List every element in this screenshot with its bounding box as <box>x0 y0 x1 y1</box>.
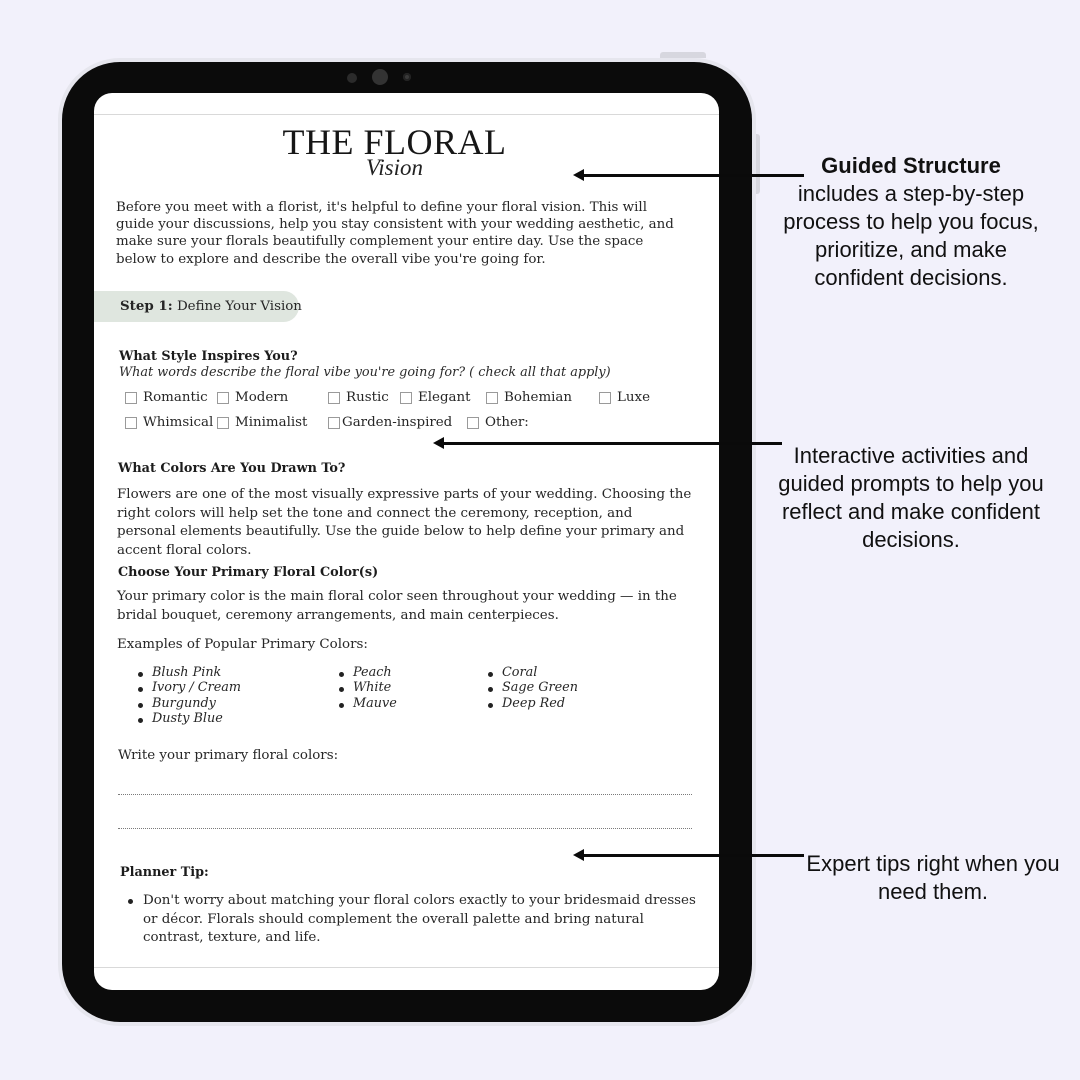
callout-structure-text: includes a step-by-step process to help you focus, prioritize, and make confident decisions. <box>783 181 1039 290</box>
page-title: THE FLORAL <box>282 122 507 162</box>
write-colors-label: Write your primary floral colors: <box>118 748 339 763</box>
checkbox-other[interactable] <box>467 415 529 430</box>
arrow-head-tips <box>573 849 584 861</box>
checkbox-label: Romantic <box>143 390 208 405</box>
page-subtitle: Vision <box>365 155 424 180</box>
bullet-dot <box>138 718 143 723</box>
page-top-rule <box>94 114 719 115</box>
callout-structure-title: Guided Structure <box>821 153 1001 178</box>
list-item: Sage Green <box>502 680 578 695</box>
list-item: Peach <box>353 665 392 680</box>
arrow-head-structure <box>573 169 584 181</box>
examples-label: Examples of Popular Primary Colors: <box>117 637 368 652</box>
arrow-interactive <box>444 442 782 445</box>
checkbox-label: Bohemian <box>504 390 573 405</box>
style-prompt: What words describe the floral vibe you're going for? ( check all that apply) <box>119 365 611 380</box>
style-heading: What Style Inspires You? <box>119 349 298 364</box>
bullet-dot <box>138 687 143 692</box>
checkbox-label: Rustic <box>346 390 389 405</box>
primary-colors-heading: Choose Your Primary Floral Color(s) <box>118 565 379 580</box>
step-title: Define Your Vision <box>176 299 302 314</box>
checkbox-whimsical[interactable] <box>125 415 213 430</box>
checkbox-box[interactable] <box>599 392 611 404</box>
bullet-dot <box>339 703 344 708</box>
planner-tip-heading: Planner Tip: <box>120 865 209 880</box>
callout-interactive-text: Interactive activities and guided prompts to help you reflect and make confident decisions. <box>778 443 1044 552</box>
arrow-head-interactive <box>433 437 444 449</box>
checkbox-minimalist[interactable] <box>217 415 307 430</box>
bullet-dot <box>128 899 133 904</box>
checkbox-rustic[interactable] <box>328 390 389 405</box>
tablet-side-button <box>754 134 760 194</box>
list-item: Deep Red <box>502 696 566 711</box>
colors-heading: What Colors Are You Drawn To? <box>118 461 346 476</box>
step-label <box>120 298 302 314</box>
callout-interactive <box>778 442 1044 554</box>
checkbox-label: Other: <box>485 415 529 430</box>
intro-paragraph: Before you meet with a florist, it's helpful to define your floral vision. This will guide your discussions, help you stay consistent with your wedding aesthetic, and make sure your florals beautifully complement your entire day. Use the space below to explore and describe the overall vibe you're going for. <box>116 200 674 267</box>
arrow-structure <box>584 174 804 177</box>
checkbox-elegant[interactable] <box>400 390 471 405</box>
bullet-dot <box>339 687 344 692</box>
bullet-dot <box>488 687 493 692</box>
bullet-dot <box>138 672 143 677</box>
checkbox-box[interactable] <box>328 392 340 404</box>
checkbox-romantic[interactable] <box>125 390 208 405</box>
callout-tips-text: Expert tips right when you need them. <box>806 851 1060 904</box>
tablet-volume-button <box>660 52 706 58</box>
checkbox-luxe[interactable] <box>599 390 650 405</box>
colors-paragraph: Flowers are one of the most visually expressive parts of your wedding. Choosing the right colors will help set the tone and connect the ceremony, reception, and personal elements beautifully. Use the guide below to help define your primary and accent floral colors. <box>117 487 692 558</box>
checkbox-box[interactable] <box>328 417 340 429</box>
primary-colors-paragraph: Your primary color is the main floral color seen throughout your wedding — in the bridal bouquet, ceremony arrangements, and main centerpieces. <box>117 589 677 623</box>
bullet-dot <box>339 672 344 677</box>
list-item: Dusty Blue <box>152 711 223 726</box>
checkbox-box[interactable] <box>467 417 479 429</box>
checkbox-label: Modern <box>235 390 289 405</box>
planner-tip-text: Don't worry about matching your floral colors exactly to your bridesmaid dresses or décor. Florals should complement the overall palette and bring natural contrast, texture, and life. <box>143 893 696 945</box>
camera-flash-icon <box>403 73 411 81</box>
callout-guided-structure <box>780 152 1042 292</box>
checkbox-label: Elegant <box>418 390 471 405</box>
list-item: Mauve <box>353 696 397 711</box>
bullet-dot <box>488 672 493 677</box>
bullet-dot <box>488 703 493 708</box>
step-number: Step 1: <box>120 298 173 314</box>
checkbox-box[interactable] <box>125 392 137 404</box>
camera-lens-icon <box>372 69 388 85</box>
camera-sensor-icon <box>347 73 357 83</box>
write-line-2[interactable] <box>118 828 692 829</box>
list-item: Ivory / Cream <box>152 680 242 695</box>
list-item: Blush Pink <box>152 665 222 680</box>
checkbox-label: Luxe <box>617 390 650 405</box>
checkbox-box[interactable] <box>125 417 137 429</box>
checkbox-label: Minimalist <box>235 415 308 430</box>
checkbox-box[interactable] <box>217 392 229 404</box>
callout-expert-tips <box>804 850 1062 906</box>
checkbox-label: Whimsical <box>143 415 214 430</box>
list-item: Coral <box>502 665 538 680</box>
checkbox-bohemian[interactable] <box>486 390 572 405</box>
checkbox-box[interactable] <box>400 392 412 404</box>
page-bottom-rule <box>94 967 719 968</box>
checkbox-modern[interactable] <box>217 390 288 405</box>
write-line-1[interactable] <box>118 794 692 795</box>
checkbox-garden-inspired[interactable] <box>328 415 452 430</box>
arrow-tips <box>584 854 804 857</box>
checkbox-box[interactable] <box>486 392 498 404</box>
list-item: White <box>353 680 392 695</box>
checkbox-box[interactable] <box>217 417 229 429</box>
list-item: Burgundy <box>152 696 216 711</box>
checkbox-label: Garden-inspired <box>342 415 453 430</box>
bullet-dot <box>138 703 143 708</box>
